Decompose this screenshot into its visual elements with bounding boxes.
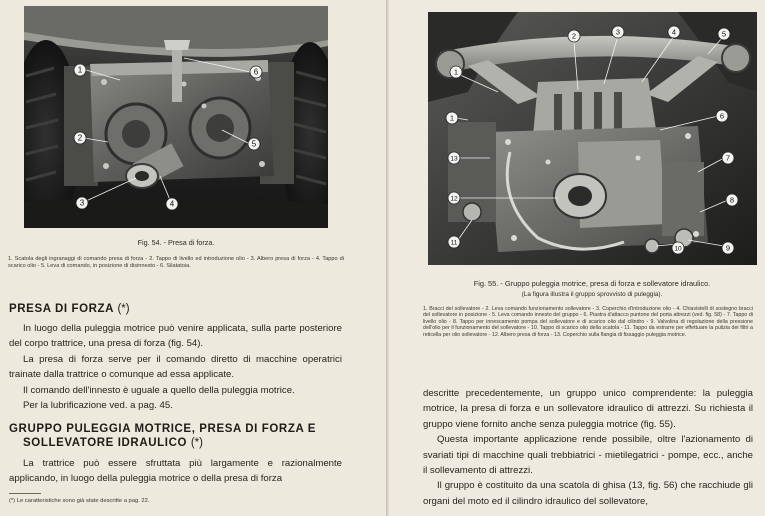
gruppo-puleggia-paragraph: La trattrice può essere sfruttata più largamente e razionalmente applicando, in luogo della puleggia motrice o della presa di forza (9, 458, 342, 485)
presa-di-forza-paragraph-2: La presa di forza serve per il comando diretto di macchine operatrici trainate dalla trattrice o comunque ad essa applicate. (9, 353, 342, 381)
section-title-gruppo-puleggia-line-1: GRUPPO PULEGGIA MOTRICE, PRESA DI FORZA E (9, 423, 317, 435)
fig55-callout-text-13: 13 (450, 155, 458, 163)
fig54-legend: 1. Scatola degli ingranaggi di comando presa di forza - 2. Tappo di livello ed introduzione olio - 3. Albero presa di forza - 4. Tappo di scarico olio - 5. Leva di comando, in posizione di disinnesto - 6. Silatatoia. (8, 256, 344, 269)
fig55-callout-text-10: 10 (674, 245, 682, 253)
section-title-gruppo-puleggia-line-2: SOLLEVATORE IDRAULICO (23, 437, 188, 449)
fig54-callout-text-2: 2 (77, 133, 83, 143)
fig55-legend: 1. Bracci del sollevatore - 2. Leva comando funzionamento sollevatore - 3. Coperchio d'introduzione olio - 4. Chiavistelli di sostegno bracci del sollevatore in posizione - 5. Leva comando innesto del gruppo - 6. Piastra d'attacco puntone del porta attrezzi (ved. fig. 58) - 7. Tappo di livello olio - 8. Tappo per innescamento pompa del sollevatore e di scarico olio dal cilindro - 9. Valvolina di regolazione della pressione dell'olio per il funzionamento del sollevatore - 10. Tappo di scarico olio della scatola - 11. Tappo da estrarre per effettuare la pulizia dei filtri a reticella per olio sollevatore - 12. Albero presa di forza - 13. Coperchio sulla flangia di fissaggio puleggia motrice. (423, 306, 753, 338)
fig55-callout-text-1b: 1 (449, 113, 455, 123)
fig55-callout-text-4: 4 (671, 27, 677, 37)
fig55-caption: Fig. 55. - Gruppo puleggia motrice, presa di forza e sollevatore idraulico. (473, 279, 711, 288)
section-title-presa-di-forza-text: PRESA DI FORZA (9, 303, 114, 315)
right-page-text (423, 386, 753, 509)
fig55-callout-text-7: 7 (725, 153, 731, 163)
presa-di-forza-paragraph-4: Per la lubrificazione ved. a pag. 45. (23, 400, 173, 412)
fig55-subcaption: (La figura illustra il gruppo sprovvisto di puleggia). (521, 291, 663, 298)
right-page (389, 0, 765, 516)
fig55-callout-text-11: 11 (450, 239, 458, 247)
presa-di-forza-text (9, 321, 342, 413)
fig55-callout-text-5: 5 (721, 29, 727, 39)
footnote-rule (9, 493, 41, 494)
fig54-caption: Fig. 54. - Presa di forza. (137, 238, 215, 247)
fig55-callout-text-6: 6 (719, 111, 725, 121)
section-title-presa-di-forza-footnote-mark: (*) (117, 303, 130, 315)
fig54-photo (24, 6, 328, 228)
fig55-callout-text-12: 12 (450, 195, 458, 203)
fig54-callout-text-6: 6 (253, 67, 259, 77)
right-paragraph-3: Il gruppo è costituito da una scatola di ghisa (13, fig. 56) che racchiude gli organi del moto ed il cilindro idraulico del sollevatore, (423, 480, 753, 507)
fig55-callout-text-1: 1 (453, 67, 459, 77)
fig54-pto-photo (24, 6, 328, 228)
right-paragraph-1: descritte precedentemente, un gruppo unico comprendente: la puleggia motrice, la presa di forza e un sollevatore idraulico di attrezzi. Su richiesta il gruppo viene fornito anche senza puleggia motrice (fig. 55). (423, 388, 753, 430)
fig54-callout-text-5: 5 (251, 139, 257, 149)
fig55-photo (428, 12, 757, 265)
right-paragraph-2: Questa importante applicazione rende possibile, oltre l'azionamento di svariati tipi di macchine quali trebbiatrici - mietilegatrici - pompe, ecc., anche il sollevamento di attrezzi. (423, 434, 753, 477)
fig55-callout-text-2: 2 (571, 31, 577, 41)
footnote: (*) Le caratteristiche sono già state descritte a pag. 22. (9, 498, 150, 504)
fig55-callout-text-3: 3 (615, 27, 621, 37)
fig55-callout-text-9: 9 (725, 243, 731, 253)
gruppo-puleggia-text (9, 456, 342, 487)
fig54-callout-text-3: 3 (79, 198, 85, 208)
fig54-callout-text-1: 1 (77, 65, 83, 75)
section-title-gruppo-puleggia (9, 422, 369, 450)
fig55-hydraulic-lift-photo (428, 12, 757, 265)
section-title-presa-di-forza (9, 302, 369, 316)
section-title-gruppo-puleggia-footnote-mark: (*) (190, 437, 203, 449)
presa-di-forza-paragraph-1: In luogo della puleggia motrice può venire applicata, sulla parte posteriore del corpo trattrice, una presa di forza (fig. 54). (9, 323, 342, 350)
presa-di-forza-paragraph-3: Il comando dell'innesto è uguale a quello della puleggia motrice. (23, 384, 295, 396)
fig55-callout-text-8: 8 (729, 195, 735, 205)
section-title-gruppo-puleggia-line-2-wrap (9, 436, 369, 450)
fig54-callout-text-4: 4 (169, 199, 175, 209)
